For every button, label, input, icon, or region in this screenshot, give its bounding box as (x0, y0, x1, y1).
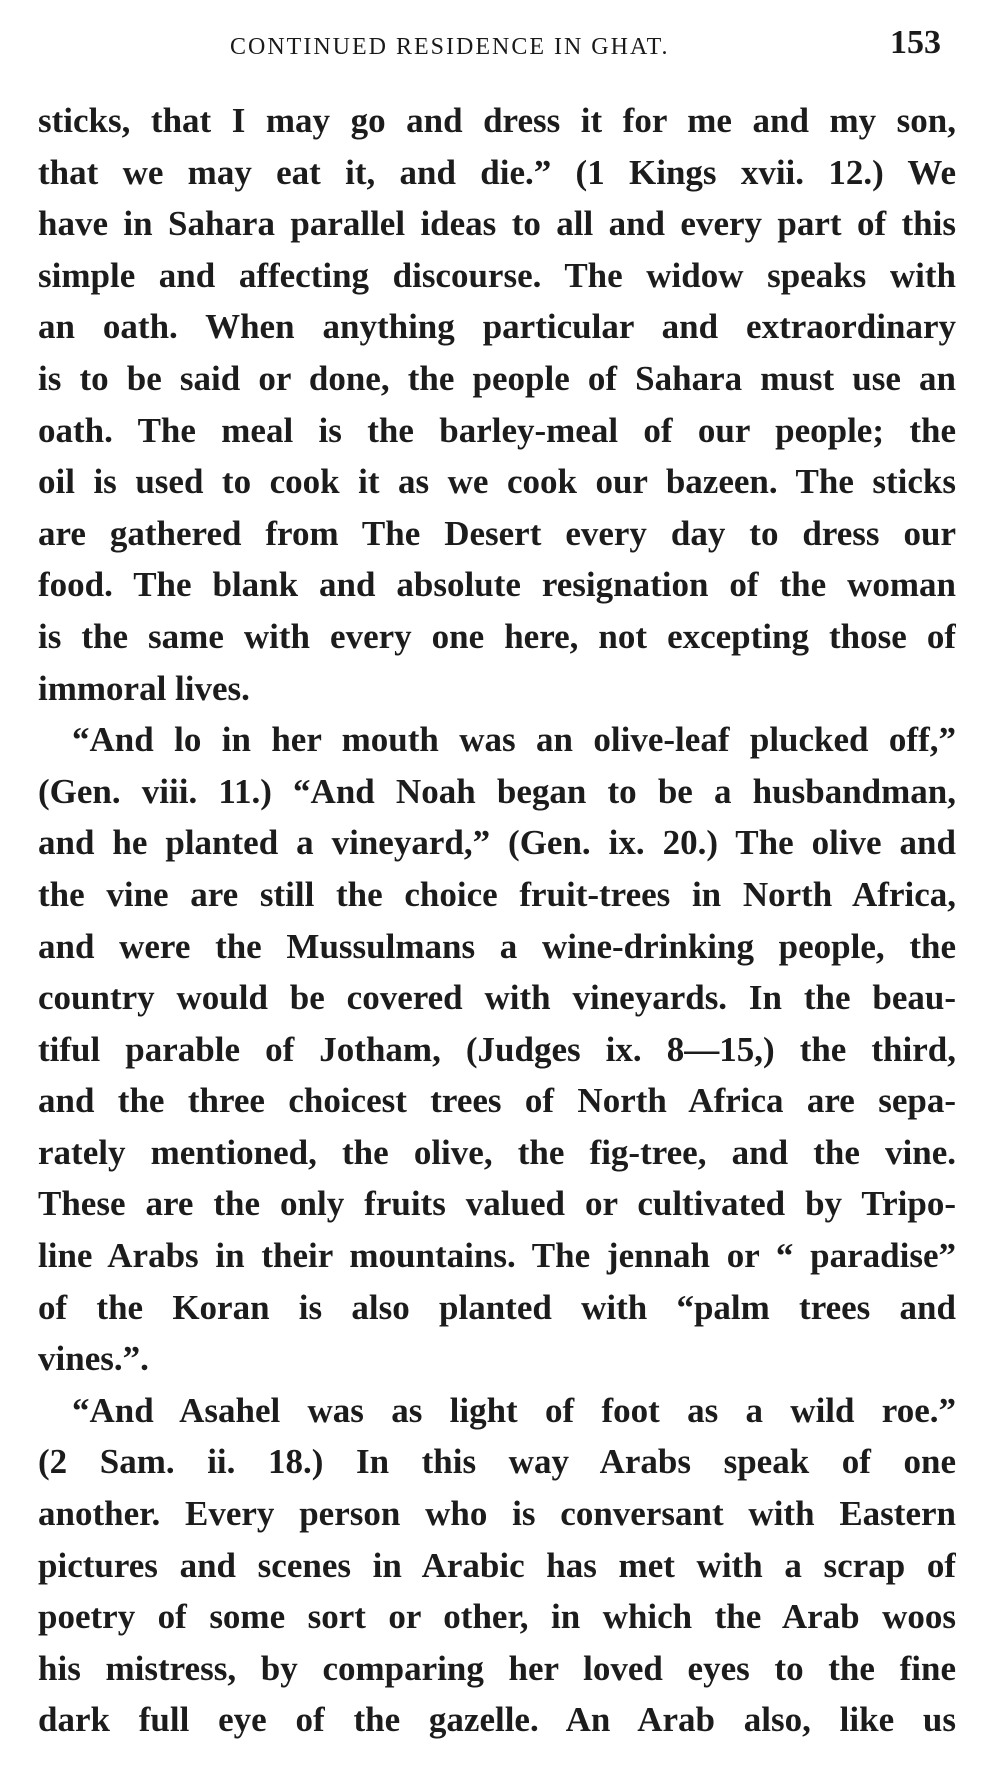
text-line: poetry of some sort or other, in which the Arab woos (38, 1597, 956, 1637)
text-line: “And Asahel was as light of foot as a wild roe.” (72, 1390, 956, 1430)
text-line: another. Every person who is conversant with Eastern (38, 1494, 956, 1534)
text-line: vines.”. (38, 1339, 149, 1379)
text-line: These are the only fruits valued or cultivated by Tripo- (38, 1184, 956, 1224)
text-line: country would be covered with vineyards. In the beau- (38, 978, 956, 1018)
text-line: and he planted a vineyard,” (Gen. ix. 20.) The olive and (38, 823, 956, 863)
text-line: tiful parable of Jotham, (Judges ix. 8—15,) the third, (38, 1029, 956, 1069)
text-line: the vine are still the choice fruit-trees in North Africa, (38, 874, 956, 914)
text-line: oath. The meal is the barley-meal of our people; the (38, 410, 956, 450)
text-line: oil is used to cook it as we cook our bazeen. The sticks (38, 462, 956, 502)
text-line: immoral lives. (38, 668, 250, 708)
text-line: is the same with every one here, not excepting those of (38, 616, 956, 656)
text-line: pictures and scenes in Arabic has met with a scrap of (38, 1545, 956, 1585)
text-line: that we may eat it, and die.” (1 Kings xvii. 12.) We (38, 152, 956, 192)
text-line: his mistress, by comparing her loved eyes to the fine (38, 1648, 956, 1688)
text-line: rately mentioned, the olive, the fig-tree, and the vine. (38, 1132, 956, 1172)
text-line: “And lo in her mouth was an olive-leaf plucked off,” (72, 720, 956, 760)
page-number: 153 (890, 24, 941, 61)
text-line: have in Sahara parallel ideas to all and every part of this (38, 204, 956, 244)
text-line: an oath. When anything particular and extraordinary (38, 307, 956, 347)
body-text (38, 95, 956, 1746)
text-line: is to be said or done, the people of Sahara must use an (38, 358, 956, 398)
text-line: sticks, that I may go and dress it for me and my son, (38, 101, 956, 140)
text-line: of the Koran is also planted with “palm trees and (38, 1287, 956, 1327)
text-line: (Gen. viii. 11.) “And Noah began to be a husbandman, (38, 771, 956, 811)
text-line: dark full eye of the gazelle. An Arab also, like us (38, 1700, 956, 1740)
text-line: are gathered from The Desert every day to dress our (38, 513, 956, 553)
running-head (40, 20, 960, 70)
text-line: (2 Sam. ii. 18.) In this way Arabs speak of one (38, 1442, 956, 1482)
running-head-title: CONTINUED RESIDENCE IN GHAT. (230, 34, 670, 60)
text-line: line Arabs in their mountains. The jennah or “ paradise” (38, 1236, 956, 1276)
text-line: and the three choicest trees of North Africa are sepa- (38, 1081, 956, 1121)
text-line: food. The blank and absolute resignation of the woman (38, 565, 956, 605)
text-line: and were the Mussulmans a wine-drinking people, the (38, 926, 956, 966)
text-line: simple and affecting discourse. The widow speaks with (38, 255, 956, 295)
